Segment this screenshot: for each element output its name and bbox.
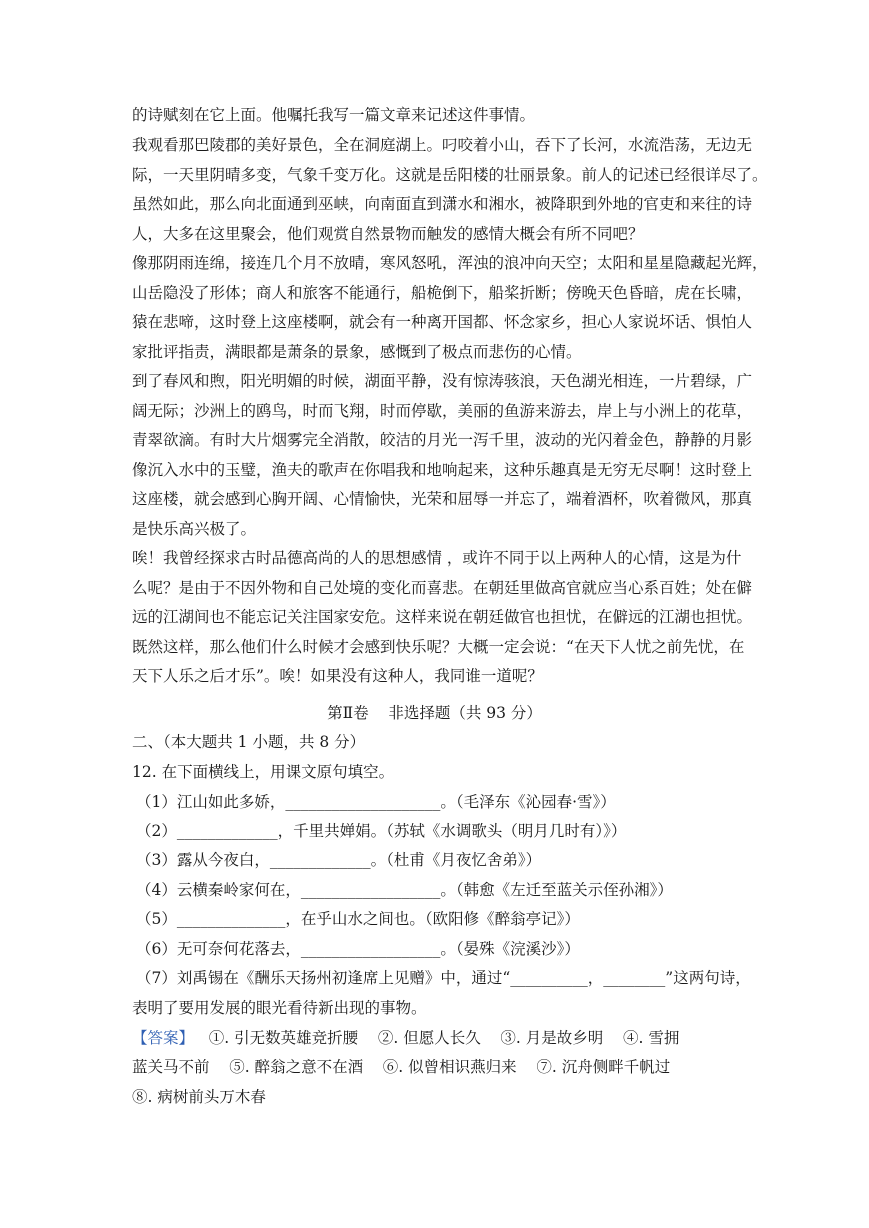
answer-line-2: 蓝关马不前 ⑤. 醉翁之意不在酒 ⑥. 似曾相识燕归来 ⑦. 沉舟侧畔千帆过 — [132, 1058, 671, 1076]
paragraph-0 — [132, 101, 738, 131]
section-title: 第Ⅱ卷 非选择题（共 93 分） — [327, 704, 542, 722]
text-line: 远的江湖间也不能忘记关注国家安危。这样来说在朝廷做官也担忧，在僻远的江湖也担忧。 — [132, 608, 753, 626]
text-line: 青翠欲滴。有时大片烟雾完全消散，皎洁的月光一泻千里，波动的光闪着金色，静静的月影 — [132, 431, 753, 449]
text-line: 家批评指责，满眼都是萧条的景象，感慨到了极点而悲伤的心情。 — [132, 342, 582, 361]
paragraph-4 — [132, 544, 753, 692]
fill-item-6: （6）无可奈何花落去，__________________。（晏殊《浣溪沙》） — [136, 940, 580, 958]
text-line: 像沉入水中的玉璧，渔夫的歌声在你唱我和地响起来，这种乐趣真是无穷无尽啊！这时登上 — [132, 460, 753, 479]
fill-item-4: （4）云横秦岭家何在，__________________。（韩愈《左迁至蓝关示侄孙湘》） — [136, 881, 673, 899]
fill-item-5: （5）______________，在乎山水之间也。（欧阳修《醉翁亭记》） — [136, 910, 580, 928]
answer-line-1 — [132, 1026, 679, 1050]
text-line: 么呢？是由于不因外物和自己处境的变化而喜悲。在朝廷里做高官就应当心系百姓；处在僻 — [132, 578, 753, 597]
text-line: 是快乐高兴极了。 — [132, 519, 257, 538]
text-line: 际，一天里阴晴多变，气象千变万化。这就是岳阳楼的壮丽景象。前人的记述已经很详尽了。 — [132, 165, 768, 184]
fill-item-7-continuation: 表明了要用发展的眼光看待新出现的事物。 — [132, 999, 427, 1017]
answer-text: ①. 引无数英雄竞折腰 ②. 但愿人长久 ③. 月是故乡明 ④. 雪拥 — [208, 1029, 680, 1047]
text-line: 到了春风和煦，阳光明媚的时候，湖面平静，没有惊涛骇浪，天色湖光相连，一片碧绿，广 — [132, 372, 753, 390]
text-line: 像那阴雨连绵，接连几个月不放晴，寒风怒吼，浑浊的浪冲向天空；太阳和星星隐藏起光辉， — [132, 254, 768, 272]
part-heading: 二、（本大题共 1 小题，共 8 分） — [132, 733, 366, 751]
text-line: 猿在悲啼，这时登上这座楼啊，就会有一种离开国都、怀念家乡，担心人家说坏话、惧怕人 — [132, 313, 753, 331]
question-12: 12. 在下面横线上，用课文原句填空。 — [132, 763, 395, 781]
answer-label: 【答案】 — [132, 1029, 195, 1047]
text-line: 这座楼，就会感到心胸开阔、心情愉快，光荣和屈辱一并忘了，端着酒杯，吹着微风，那真 — [132, 490, 753, 508]
fill-item-2: （2）_____________，千里共婵娟。（苏轼《水调歌头（明月几时有）》） — [136, 822, 627, 840]
text-line: 阔无际；沙洲上的鸥鸟，时而飞翔，时而停歇，美丽的鱼游来游去，岸上与小洲上的花草， — [132, 401, 753, 420]
text-line: 天下人乐之后才乐”。唉！如果没有这种人，我同谁一道呢？ — [132, 667, 543, 685]
text-line: 山岳隐没了形体；商人和旅客不能通行，船桅倒下，船桨折断；傍晚天色昏暗，虎在长啸， — [132, 283, 753, 302]
text-line: 唉！我曾经探求古时品德高尚的人的思想感情 ，或许不同于以上两种人的心情，这是为什 — [132, 549, 742, 567]
paragraph-3 — [132, 367, 753, 544]
fill-item-1: （1）江山如此多娇，____________________。（毛泽东《沁园春·雪》） — [136, 793, 616, 811]
fill-item-7: （7）刘禹锡在《酬乐天扬州初逢席上见赠》中，通过“__________，________”这两句诗， — [136, 969, 751, 987]
text-line: 虽然如此，那么向北面通到巫峡，向南面直到潇水和湘水，被降职到外地的官吏和来往的诗 — [132, 195, 753, 213]
fill-item-3: （3）露从今夜白，_____________。（杜甫《月夜忆舍弟》） — [136, 851, 542, 869]
text-line: 的诗赋刻在它上面。他嘱托我写一篇文章来记述这件事情。 — [132, 106, 536, 124]
answer-line-3: ⑧. 病树前头万木春 — [132, 1088, 266, 1106]
paragraph-2 — [132, 249, 768, 367]
text-line: 我观看那巴陵郡的美好景色，全在洞庭湖上。叼咬着小山，吞下了长河，水流浩荡，无边无 — [132, 136, 753, 154]
paragraph-1 — [132, 131, 768, 249]
text-line: 既然这样，那么他们什么时候才会感到快乐呢？大概一定会说：“在天下人忧之前先忧，在 — [132, 637, 745, 656]
text-line: 人，大多在这里聚会，他们观赏自然景物而触发的感情大概会有所不同吧？ — [132, 224, 644, 243]
